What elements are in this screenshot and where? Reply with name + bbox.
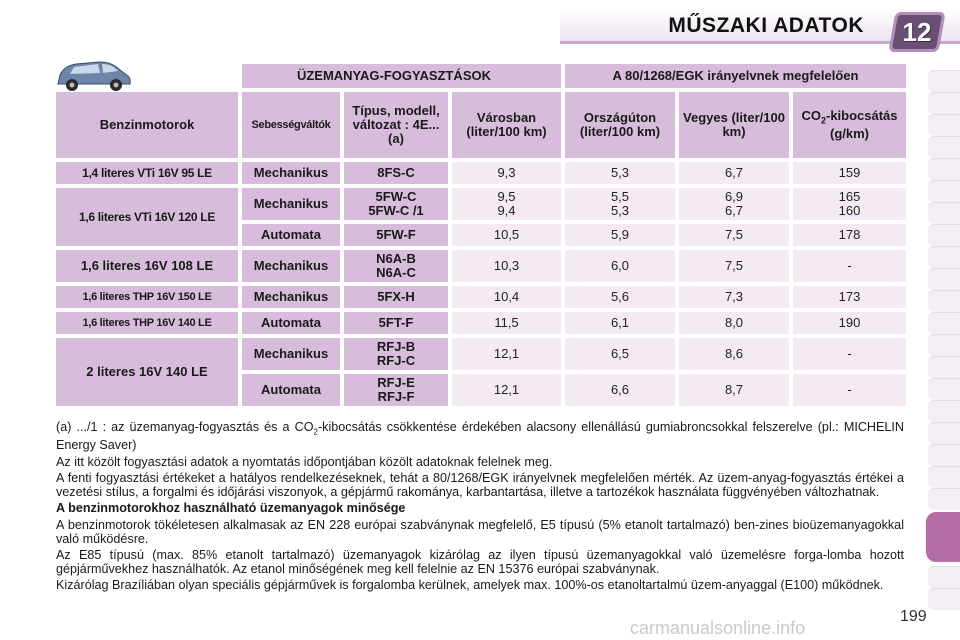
col-header-gearbox: Sebességváltók: [242, 92, 340, 158]
side-tab[interactable]: [928, 136, 960, 158]
table-row: 1,6 literes 16V 108 LE Mechanikus N6A-B N6A-C 10,3 6,0 7,5 -: [56, 250, 906, 282]
side-tab[interactable]: [928, 378, 960, 400]
side-tab[interactable]: [928, 114, 960, 136]
car-icon-cell: [56, 64, 238, 88]
side-tab[interactable]: [928, 334, 960, 356]
side-tab[interactable]: [928, 92, 960, 114]
table-title-right: A 80/1268/EGK irányelvnek megfelelően: [565, 64, 906, 88]
watermark: carmanualsonline.info: [630, 618, 806, 638]
col-header-extra-urban: Országúton (liter/100 km): [565, 92, 675, 158]
notes-block: [56, 421, 904, 596]
table-row: 1,6 literes VTi 16V 120 LE Mechanikus 5FW-C 5FW-C /1 9,5 9,4 5,5 5,3 6,9 6,7 165 160: [56, 188, 906, 220]
table-row: 1,6 literes THP 16V 140 LE Automata 5FT-F 11,5 6,1 8,0 190: [56, 312, 906, 334]
col-header-combined: Vegyes (liter/100 km): [679, 92, 789, 158]
table-row: 1,6 literes THP 16V 150 LE Mechanikus 5FX-H 10,4 5,6 7,3 173: [56, 286, 906, 308]
side-tab[interactable]: [928, 290, 960, 312]
side-tab[interactable]: [928, 566, 960, 588]
paragraph: A benzinmotorok tökéletesen alkalmasak az EN 228 európai szabványnak megfelelő, E5 típusú (5% etanolt tartalmazó) ben-zines bioüzemanyagokkal való működésre.: [56, 518, 904, 546]
side-tab[interactable]: [928, 180, 960, 202]
section-heading: A benzinmotorokhoz használható üzemanyagok minősége: [56, 501, 406, 516]
side-tab[interactable]: [928, 444, 960, 466]
col-header-type: Típus, modell, változat : 4E... (a): [344, 92, 448, 158]
col-header-urban: Városban (liter/100 km): [452, 92, 561, 158]
side-tab[interactable]: [928, 588, 960, 610]
page-number: 199: [900, 608, 927, 625]
page-title: MŰSZAKI ADATOK: [668, 14, 864, 37]
side-tab[interactable]: [928, 224, 960, 246]
side-tab[interactable]: [928, 70, 960, 92]
table-title-left: ÜZEMANYAG-FOGYASZTÁSOK: [242, 64, 561, 88]
side-tab[interactable]: [928, 268, 960, 290]
side-tab[interactable]: [928, 356, 960, 378]
side-tab[interactable]: [928, 312, 960, 334]
footnote-a: (a) .../1 : az üzemanyag-fogyasztás és a $CO_2$-kibocsátás csökkentése érdekében alacsony ellenállású gumiabroncsokkal felszerelve (pl.: MICHELIN Energy Saver): [56, 420, 905, 453]
table-row: 1,4 literes VTi 16V 95 LE Mechanikus 8FS-C 9,3 5,3 6,7 159: [56, 162, 906, 184]
table-row: 2 literes 16V 140 LE Mechanikus RFJ-B RFJ-C 12,1 6,5 8,6 -: [56, 338, 906, 370]
side-tab[interactable]: [928, 158, 960, 180]
side-tab[interactable]: [928, 400, 960, 422]
col-header-co2: $CO_2$-kibocsátás (g/km): [793, 92, 906, 158]
paragraph: Az E85 típusú (max. 85% etanolt tartalmazó) üzemanyagok kizárólag az ilyen típusú üzemanyagokkal való üzemelésre forga-lomba hozott gépjárművekhez használhatók. Az etanol minőségének meg kell felelnie az EN 15376 európai szabványnak.: [56, 548, 904, 576]
table-row: Automata RFJ-E RFJ-F 12,1 6,6 8,7 -: [56, 374, 906, 406]
col-header-engine: Benzinmotorok: [56, 92, 238, 158]
side-tab[interactable]: [928, 202, 960, 224]
side-tab[interactable]: [928, 246, 960, 268]
page-header: [0, 0, 960, 58]
fuel-consumption-table: [52, 60, 910, 410]
side-tab[interactable]: [928, 466, 960, 488]
paragraph: Kizárólag Brazíliában olyan speciális gépjárművek is forgalomba kerülnek, amelyek max. 100%-os etanoltartalmú üzem-anyaggal (E100) működnek.: [56, 578, 884, 593]
side-tab-active[interactable]: [926, 512, 960, 562]
paragraph: A fenti fogyasztási értékeket a hatályos rendelkezéseknek, tehát a 80/1268/EGK irányelvnek megfelelően mérték. Az üzem-anyag-fogyasztás értékei a vezetési stílus, a forgalmi és időjárási viszonyok, a gépjármű rakománya, karbantartása, illetve a tartozékok használata függvényében változhatnak.: [56, 471, 904, 499]
chapter-number: 12: [902, 17, 932, 47]
side-tab[interactable]: [928, 488, 960, 510]
paragraph: Az itt közölt fogyasztási adatok a nyomtatás időpontjában közölt adatoknak felelnek meg.: [56, 454, 553, 469]
side-tab[interactable]: [928, 422, 960, 444]
table-row: Automata 5FW-F 10,5 5,9 7,5 178: [56, 224, 906, 246]
